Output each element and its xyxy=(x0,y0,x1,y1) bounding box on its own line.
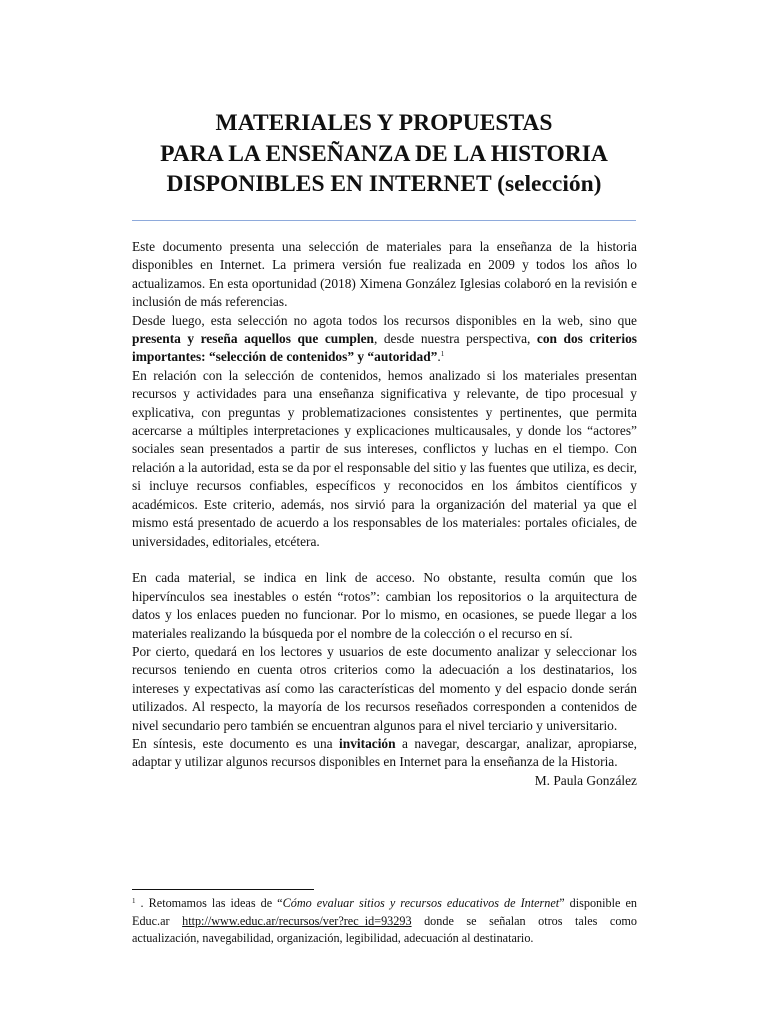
title-divider xyxy=(132,220,636,221)
text-run: Desde luego, esta selección no agota todos los recursos disponibles en la web, sino que xyxy=(132,312,637,328)
bold-run: invitación xyxy=(339,735,396,751)
footnote-link[interactable]: http://www.educ.ar/recursos/ver?rec_id=93293 xyxy=(182,913,412,928)
footnote xyxy=(132,895,637,948)
paragraph-intro: Este documento presenta una selección de materiales para la enseñanza de la historia disponibles en Internet. La primera versión fue realizada en 2009 y todos los años lo actualizamos. En esta oportunidad (2018) Ximena González Iglesias colaboró en la revisión e inclusión de más referencias. xyxy=(132,239,637,310)
bold-run: con dos criterios importantes: “selección de contenidos” y “autoridad” xyxy=(132,331,638,365)
paragraph-criteria xyxy=(132,312,637,367)
text-run: ” disponible en Educ.ar xyxy=(132,896,637,928)
document-body xyxy=(132,238,637,790)
text-run: , desde nuestra perspectiva, xyxy=(373,331,537,347)
title-line-2: PARA LA ENSEÑANZA DE LA HISTORIA xyxy=(160,140,608,167)
title-line-1: MATERIALES Y PROPUESTAS xyxy=(215,110,553,136)
document-title xyxy=(130,108,638,200)
paragraph-readers: Por cierto, quedará en los lectores y usuarios de este documento analizar y seleccionar los recursos teniendo en cuenta otros criterios como la adecuación a los destinatarios, los intereses y expectativas así como las características del momento y del espacio donde serán utilizados. Al respecto, la mayoría de los recursos reseñados corresponden a contenidos de nivel secundario pero también se encuentran algunos para el nivel terciario y universitario. xyxy=(132,643,637,733)
text-run: . Retomamos las ideas de “ xyxy=(135,896,283,910)
bold-run: presenta y reseña aquellos que cumplen xyxy=(132,331,374,347)
footnote-separator xyxy=(132,889,314,890)
text-run: En síntesis, este documento es una xyxy=(132,735,340,751)
footnote-mark: 1 xyxy=(132,897,136,905)
title-line-3: DISPONIBLES EN INTERNET (selección) xyxy=(166,171,602,197)
paragraph-content-selection: En relación con la selección de contenidos, hemos analizado si los materiales presentan recursos y actividades para una enseñanza significativa y relevante, de tipo procesual y explicativa, con preguntas y problematizaciones consistentes y pertinentes, que permita acercarse a múltiples interpretaciones y explicaciones multicausales, y donde los “actores” sociales sean presentados a partir de sus intereses, conflictos y luchas en el tiempo. Con relación a la autoridad, esta se da por el responsable del sitio y las fuentes que utiliza, es decir, si incluye recursos confiables, específicos y reconocidos en los ámbitos científicos y académicos. Este criterio, además, nos sirvió para la organización del material ya que el mismo está presentado de acuerdo a los responsables de los materiales: portales oficiales, de universidades, editoriales, etcétera. xyxy=(132,367,637,549)
footnote-cited-title: Cómo evaluar sitios y recursos educativos de Internet xyxy=(282,896,560,910)
author-signature: M. Paula González xyxy=(534,772,637,788)
paragraph-synthesis xyxy=(132,735,637,772)
text-run: donde se señalan otros tales como actualización, navegabilidad, organización, legibilidad, adecuación al destinatario. xyxy=(132,913,637,945)
text-run: a navegar, descargar, analizar, apropiarse, adaptar y utilizar algunos recursos disponibles en Internet para la enseñanza de la Historia. xyxy=(132,735,637,770)
text-run: . xyxy=(437,349,441,365)
footnote-reference[interactable]: 1 xyxy=(440,350,445,359)
paragraph-links: En cada material, se indica en link de acceso. No obstante, resulta común que los hipervínculos sea inestables o estén “rotos”: cambian los repositorios o la arquitectura de datos y los enlaces pueden no funcionar. Por lo mismo, en ocasiones, se puede llegar a los materiales realizando la búsqueda por el nombre de la colección o el recurso en sí. xyxy=(132,570,637,641)
